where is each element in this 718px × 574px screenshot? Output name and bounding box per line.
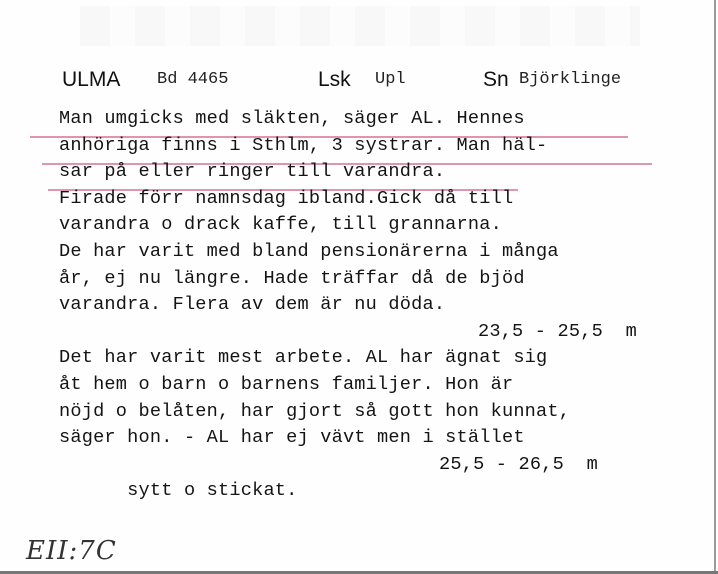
text-line: Man umgicks med släkten, säger AL. Hennes xyxy=(59,108,525,129)
text-line: år, ej nu längre. Hade träffar då de bjöd xyxy=(59,267,525,289)
text-line: sar på eller ringer till varandra. xyxy=(59,161,446,183)
lsk-value: Upl xyxy=(375,70,406,89)
text-line xyxy=(59,452,699,502)
page-reference: 23,5 - 25,5 m xyxy=(477,320,637,342)
lsk-label: Lsk xyxy=(318,68,351,91)
card-edge-right xyxy=(714,0,716,574)
text-line: säger hon. - AL har ej vävt men i stället xyxy=(59,427,525,449)
text-line-content: sytt o stickat. xyxy=(127,480,298,502)
sn-value: Björklinge xyxy=(519,70,622,89)
text-line: Firade förr namnsdag ibland.Gick då till xyxy=(59,187,514,209)
handwritten-code: EII:7C xyxy=(26,536,117,566)
text-line: åt hem o barn o barnens familjer. Hon är xyxy=(59,373,514,395)
text-line: anhöriga finns i Sthlm, 3 systrar. Man häl- xyxy=(59,134,548,156)
text-line: Det har varit mest arbete. AL har ägnat sig xyxy=(59,347,548,369)
page-reference: 25,5 - 26,5 m xyxy=(439,453,599,475)
text-line: varandra o drack kaffe, till grannarna. xyxy=(59,214,502,236)
typed-text-block xyxy=(59,106,699,502)
text-line: De har varit med bland pensionärerna i många xyxy=(59,240,559,262)
text-line: varandra. Flera av dem är nu döda. xyxy=(59,294,446,316)
sn-label: Sn xyxy=(483,68,509,91)
bd-number: Bd 4465 xyxy=(157,70,229,89)
text-line: nöjd o belåten, har gjort så gott hon kunnat, xyxy=(59,400,571,422)
bleed-through-text xyxy=(80,6,640,46)
ulma-label: ULMA xyxy=(62,68,121,91)
